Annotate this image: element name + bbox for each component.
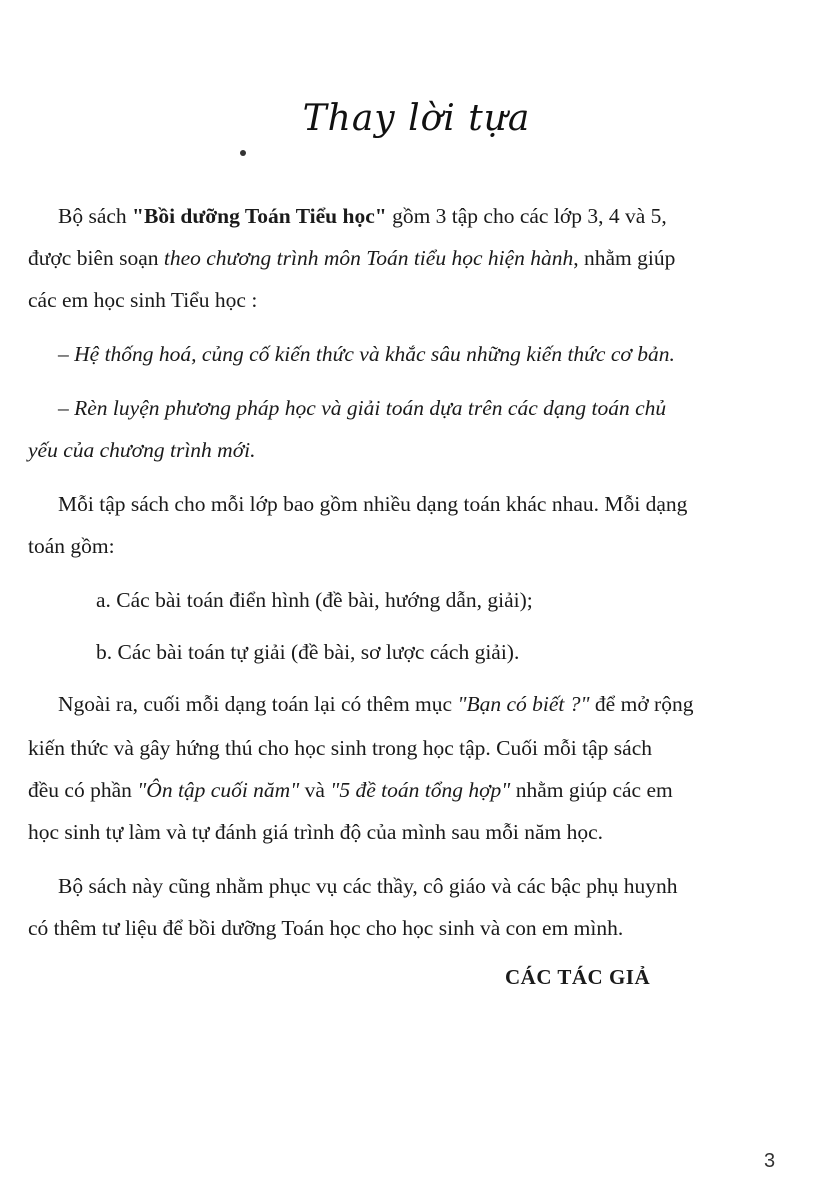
page-number: 3 <box>764 1150 776 1172</box>
list-item-a: a. Các bài toán điển hình (đề bài, hướng dẫn, giải); <box>96 588 533 612</box>
p1-line3: các em học sinh Tiểu học : <box>28 288 258 312</box>
bullet-2-line1: – Rèn luyện phương pháp học và giải toán dựa trên các dạng toán chủ <box>58 396 667 420</box>
p3-line2: kiến thức và gây hứng thú cho học sinh trong học tập. Cuối mỗi tập sách <box>28 736 652 760</box>
authors-signature: CÁC TÁC GIẢ <box>505 965 651 989</box>
scan-speck <box>240 150 246 156</box>
bullet-1: – Hệ thống hoá, củng cố kiến thức và khắc sâu những kiến thức cơ bản. <box>58 342 675 366</box>
p1-line2: được biên soạn theo chương trình môn Toán tiểu học hiện hành, nhằm giúp <box>28 246 676 270</box>
bullet-2-line2: yếu của chương trình mới. <box>28 438 256 462</box>
p3-line1: Ngoài ra, cuối mỗi dạng toán lại có thêm mục "Bạn có biết ?" để mở rộng <box>58 692 694 716</box>
p3-line3: đều có phần "Ôn tập cuối năm" và "5 đề toán tổng hợp" nhằm giúp các em <box>28 778 673 802</box>
p1-line1: Bộ sách "Bồi dưỡng Toán Tiểu học" gồm 3 tập cho các lớp 3, 4 và 5, <box>58 204 667 228</box>
page-title: Thay lời tựa <box>302 98 531 139</box>
p3-line4: học sinh tự làm và tự đánh giá trình độ của mình sau mỗi năm học. <box>28 820 604 844</box>
p2-line1: Mỗi tập sách cho mỗi lớp bao gồm nhiều dạng toán khác nhau. Mỗi dạng <box>58 492 688 516</box>
list-item-b: b. Các bài toán tự giải (đề bài, sơ lược cách giải). <box>96 640 520 664</box>
p4-line2: có thêm tư liệu để bồi dưỡng Toán học cho học sinh và con em mình. <box>28 916 624 940</box>
p2-line2: toán gồm: <box>28 534 115 558</box>
p4-line1: Bộ sách này cũng nhằm phục vụ các thầy, cô giáo và các bậc phụ huynh <box>58 874 678 898</box>
book-title-bold: "Bồi dưỡng Toán Tiểu học" <box>132 204 387 228</box>
